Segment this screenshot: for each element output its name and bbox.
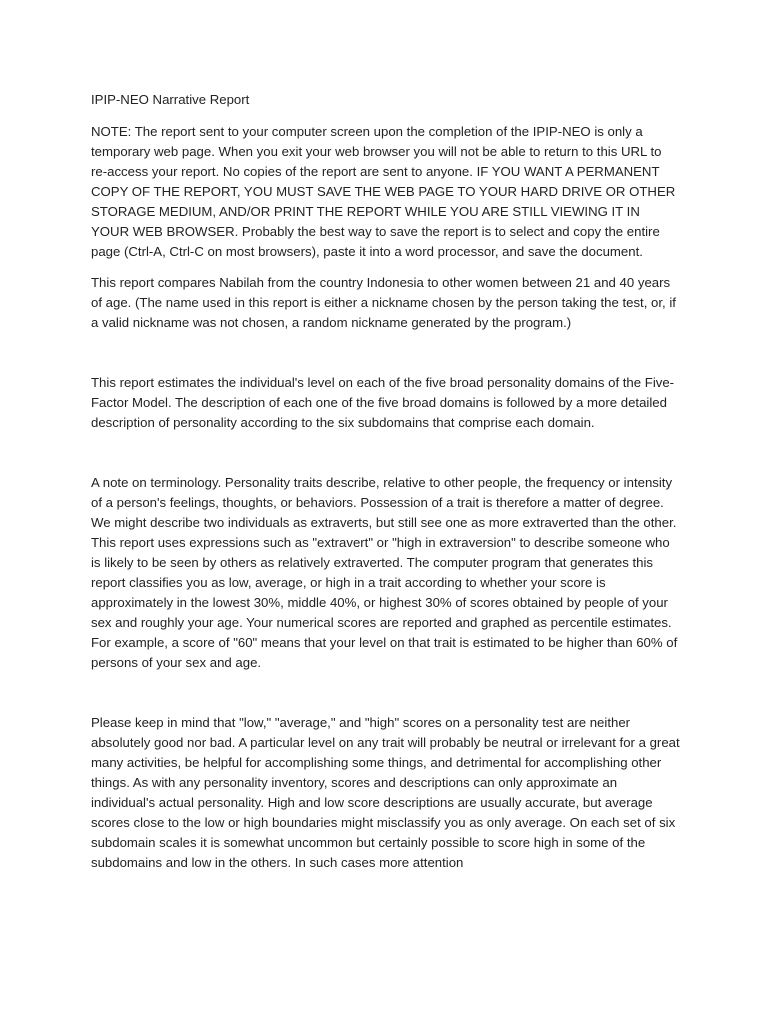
terminology-paragraph: A note on terminology. Personality traits describe, relative to other people, the frequency or intensity of a person's feelings, thoughts, or behaviors. Possession of a trait is therefore a matter of degree. We might describe two individuals as extraverts, but still see one as more extraverted than the other. This report uses expressions such as "extravert" or "high in extraversion" to describe someone who is likely to be seen by others as relatively extraverted. The computer program that generates this report classifies you as low, average, or high in a trait according to whether your score is approximately in the lowest 30%, middle 40%, or highest 30% of scores obtained by people of your sex and roughly your age. Your numerical scores are reported and graphed as percentile estimates. For example, a score of "60" means that your level on that trait is estimated to be higher than 60% of persons of your sex and age. (91, 475, 678, 670)
comparison-paragraph: This report compares Nabilah from the country Indonesia to other women between 21 and 40 years of age. (The name used in this report is either a nickname chosen by the person taking the test, or, if a valid nickname was not chosen, a random nickname generated by the program.) (91, 275, 676, 330)
document-title: IPIP-NEO Narrative Report (91, 92, 250, 107)
domains-paragraph: This report estimates the individual's level on each of the five broad personality domains of the Five-Factor Model. The description of each one of the five broad domains is followed by a more detailed description of personality according to the six subdomains that comprise each domain. (91, 375, 675, 430)
note-paragraph: NOTE: The report sent to your computer screen upon the completion of the IPIP-NEO is only a temporary web page. When you exit your web browser you will not be able to return to this URL to re-access your report. No copies of the report are sent to anyone. IF YOU WANT A PERMANENT COPY OF THE REPORT, YOU MUST SAVE THE WEB PAGE TO YOUR HARD DRIVE OR OTHER STORAGE MEDIUM, AND/OR PRINT THE REPORT WHILE YOU ARE STILL VIEWING IT IN YOUR WEB BROWSER. Probably the best way to save the report is to select and copy the entire page (Ctrl-A, Ctrl-C on most browsers), paste it into a word processor, and save the document. (91, 124, 676, 259)
interpretation-paragraph: Please keep in mind that "low," "average," and "high" scores on a personality test are neither absolutely good nor bad. A particular level on any trait will probably be neutral or irrelevant for a great many activities, be helpful for accomplishing some things, and detrimental for accomplishing other things. As with any personality inventory, scores and descriptions can only approximate an individual's actual personality. High and low score descriptions are usually accurate, but average scores close to the low or high boundaries might misclassify you as only average. On each set of six subdomain scales it is somewhat uncommon but certainly possible to score high in some of the subdomains and low in the others. In such cases more attention (91, 715, 680, 870)
document-page (91, 90, 681, 884)
